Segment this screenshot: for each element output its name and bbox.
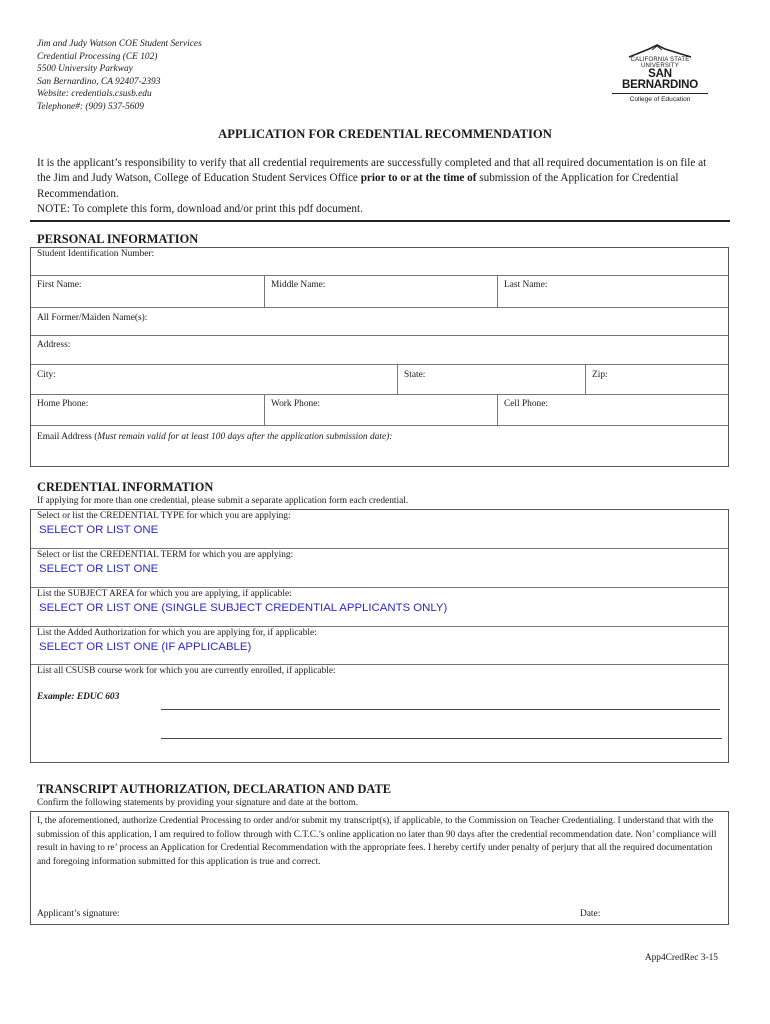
- added-authorization-field[interactable]: [31, 627, 728, 664]
- email-note: Must remain valid for at least 100 days after the application submission date):: [97, 432, 393, 442]
- first-name-label: First Name:: [37, 280, 82, 290]
- phone-row: [31, 395, 728, 426]
- email-row: [31, 426, 728, 466]
- telephone: Telephone#: (909) 537-5609: [37, 101, 144, 112]
- header-divider: [30, 220, 730, 222]
- coursework-line-1[interactable]: [161, 709, 720, 710]
- last-name-field[interactable]: [497, 276, 728, 307]
- city-state-zip: San Bernardino, CA 92407-2393: [37, 76, 161, 87]
- declaration-text: I, the aforementioned, authorize Credential Processing to order and/or submit my transcript(s), if applicable, to the Commission on Teacher Credentialing. I understand that with the submission of this application, I am required to follow through with C.T.C.’s online application no later than 90 days after the credential recommendation date. Non’ compliance will result in having to re’ process an Application for Credential Recommendation with the appropriate fees. I hereby certify under penalty of perjury that all the required documentation and foregoing information submitted for this application is true and correct.: [37, 816, 717, 867]
- declaration-box: [30, 811, 729, 925]
- added-authorization-row: [31, 627, 728, 665]
- intro-text-1: It is the applicant’s responsibility to verify that all credential requirements are successfully completed and that all required documentation is on file at the Jim and Judy Watson, College of Education Student Services Office: [37, 157, 707, 185]
- added-authorization-label: List the Added Authorization for which you are applying for, if applicable:: [37, 628, 317, 638]
- intro-paragraph: [37, 156, 717, 218]
- credential-info-table: [30, 509, 729, 763]
- org-name: Jim and Judy Watson COE Student Services: [37, 39, 202, 49]
- zip-field[interactable]: [585, 365, 728, 394]
- credential-term-field[interactable]: [31, 549, 728, 587]
- cell-phone-label: Cell Phone:: [504, 399, 549, 409]
- former-names-field[interactable]: [31, 308, 728, 335]
- credential-type-label: Select or list the CREDENTIAL TYPE for which you are applying:: [37, 511, 291, 521]
- credential-type-select[interactable]: SELECT OR LIST ONE: [39, 524, 159, 536]
- first-name-field[interactable]: [31, 276, 264, 307]
- transcript-subheading: Confirm the following statements by providing your signature and date at the bottom.: [37, 798, 359, 808]
- personal-info-heading: PERSONAL INFORMATION: [37, 232, 199, 246]
- logo-university-line: CALIFORNIA STATE UNIVERSITY: [630, 57, 690, 69]
- address-row: [31, 336, 728, 365]
- signature-field[interactable]: [149, 908, 569, 922]
- credential-info-heading: CREDENTIAL INFORMATION: [37, 480, 214, 494]
- page-title: APPLICATION FOR CREDENTIAL RECOMMENDATION: [218, 127, 552, 141]
- csusb-logo: [612, 44, 708, 103]
- city-row: [31, 365, 728, 395]
- added-authorization-select[interactable]: SELECT OR LIST ONE (IF APPLICABLE): [39, 641, 252, 653]
- address-field[interactable]: [31, 336, 728, 364]
- signature-label: Applicant’s signature:: [37, 909, 120, 919]
- form-code: App4CredRec 3-15: [644, 953, 718, 963]
- coursework-label: List all CSUSB course work for which you are currently enrolled, if applicable:: [37, 666, 336, 676]
- intro-text-2: submission of the Application for Credential Recommendation.: [37, 172, 679, 200]
- last-name-label: Last Name:: [504, 280, 548, 290]
- former-names-label: All Former/Maiden Name(s):: [37, 313, 148, 323]
- city-label: City:: [37, 370, 56, 380]
- email-field[interactable]: [31, 426, 728, 466]
- coursework-line-2[interactable]: [161, 738, 722, 739]
- personal-info-table: [30, 247, 729, 467]
- work-phone-label: Work Phone:: [271, 399, 320, 409]
- logo-college: College of Education: [629, 96, 691, 103]
- state-label: State:: [404, 370, 426, 380]
- city-field[interactable]: [31, 365, 397, 394]
- home-phone-label: Home Phone:: [37, 399, 89, 409]
- name-row: [31, 276, 728, 308]
- subject-area-row: [31, 588, 728, 627]
- website: Website: credentials.csusb.edu: [37, 89, 152, 100]
- middle-name-label: Middle Name:: [271, 280, 326, 290]
- zip-label: Zip:: [592, 370, 608, 380]
- email-label: Email Address (: [37, 432, 98, 442]
- cell-phone-field[interactable]: [497, 395, 728, 425]
- office-name: Credential Processing (CE 102): [37, 51, 158, 62]
- date-field[interactable]: [611, 908, 721, 922]
- subject-area-select[interactable]: SELECT OR LIST ONE (SINGLE SUBJECT CREDENTIAL APPLICANTS ONLY): [39, 602, 448, 614]
- work-phone-field[interactable]: [264, 395, 497, 425]
- credential-type-field[interactable]: [31, 510, 728, 548]
- subject-area-label: List the SUBJECT AREA for which you are applying, if applicable:: [37, 589, 292, 599]
- student-id-label: Student Identification Number:: [37, 249, 155, 259]
- coursework-field: [31, 665, 728, 762]
- subject-area-field[interactable]: [31, 588, 728, 626]
- coursework-row: [31, 665, 728, 762]
- mountain-arc-icon: [625, 44, 695, 58]
- credential-term-select[interactable]: SELECT OR LIST ONE: [39, 563, 159, 575]
- credential-term-label: Select or list the CREDENTIAL TERM for which you are applying:: [37, 550, 294, 560]
- student-id-field[interactable]: [31, 248, 728, 275]
- date-label: Date:: [580, 909, 601, 919]
- middle-name-field[interactable]: [264, 276, 497, 307]
- credential-term-row: [31, 549, 728, 588]
- home-phone-field[interactable]: [31, 395, 264, 425]
- transcript-heading: TRANSCRIPT AUTHORIZATION, DECLARATION AND DATE: [37, 782, 391, 796]
- credential-type-row: [31, 510, 728, 549]
- credential-info-subheading: If applying for more than one credential, please submit a separate application form each credential.: [37, 496, 409, 506]
- student-id-row: [31, 248, 728, 276]
- coursework-example: Example: EDUC 603: [37, 692, 120, 702]
- state-field[interactable]: [397, 365, 585, 394]
- former-names-row: [31, 308, 728, 336]
- logo-campus: SAN BERNARDINO: [612, 69, 708, 94]
- address-label: Address:: [37, 340, 71, 350]
- office-address-block: [37, 38, 202, 114]
- street-address: 5500 University Parkway: [37, 64, 133, 75]
- intro-bold: prior to or at the time of: [360, 172, 477, 185]
- intro-note: NOTE: To complete this form, download and/or print this pdf document.: [37, 203, 363, 216]
